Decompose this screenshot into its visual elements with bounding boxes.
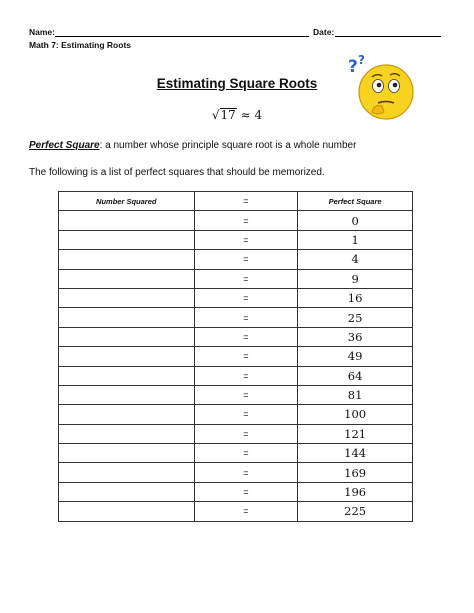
equals-cell: = [194,308,298,327]
number-squared-cell[interactable] [59,424,195,443]
svg-text:?: ? [358,53,365,67]
name-field[interactable] [55,36,309,37]
number-squared-cell[interactable] [59,327,195,346]
perfect-square-cell: 0 [298,211,413,230]
number-squared-cell[interactable] [59,405,195,424]
definition-term: Perfect Square [29,140,100,151]
perfect-square-cell: 121 [298,424,413,443]
number-squared-cell[interactable] [59,347,195,366]
worksheet-subtitle: Math 7: Estimating Roots [29,40,132,50]
number-squared-cell[interactable] [59,230,195,249]
number-squared-cell[interactable] [59,463,195,482]
perfect-square-cell: 16 [298,288,413,307]
header-number-squared: Number Squared [59,192,195,211]
table-row [59,502,413,521]
perfect-square-cell: 9 [298,269,413,288]
perfect-square-cell: 1 [298,230,413,249]
equals-cell: = [194,366,298,385]
table-row [59,269,413,288]
thinking-face-icon [344,50,414,122]
table-row [59,250,413,269]
table-row [59,288,413,307]
perfect-square-cell: 64 [298,366,413,385]
number-squared-cell[interactable] [59,269,195,288]
equals-cell: = [194,211,298,230]
number-squared-cell[interactable] [59,211,195,230]
number-squared-cell[interactable] [59,482,195,501]
approx-result: 4 [254,108,263,122]
table-row [59,347,413,366]
equals-cell: = [194,250,298,269]
perfect-square-cell: 225 [298,502,413,521]
number-squared-cell[interactable] [59,308,195,327]
table-row [59,444,413,463]
date-label: Date: [313,27,335,37]
table-row [59,366,413,385]
table-row [59,327,413,346]
number-squared-cell[interactable] [59,250,195,269]
table-row [59,463,413,482]
perfect-square-cell: 4 [298,250,413,269]
table-row [59,230,413,249]
perfect-square-cell: 100 [298,405,413,424]
perfect-square-cell: 49 [298,347,413,366]
table-row [59,482,413,501]
perfect-square-cell: 144 [298,444,413,463]
number-squared-cell[interactable] [59,385,195,404]
number-squared-cell[interactable] [59,366,195,385]
table-row [59,405,413,424]
table-row [59,385,413,404]
equals-cell: = [194,347,298,366]
definition-text: : a number whose principle square root is a whole number [99,140,357,151]
page-title: Estimating Square Roots [156,76,318,91]
equals-cell: = [194,444,298,463]
table-row [59,308,413,327]
name-label: Name: [29,27,55,37]
equals-cell: = [194,230,298,249]
equals-cell: = [194,502,298,521]
perfect-square-cell: 169 [298,463,413,482]
intro-text: The following is a list of perfect squares that should be memorized. [29,167,325,178]
equals-cell: = [194,385,298,404]
equals-cell: = [194,269,298,288]
radical-sign: √ [211,108,220,122]
header-perfect-square: Perfect Square [298,192,413,211]
perfect-square-cell: 36 [298,327,413,346]
header-equals: = [194,192,298,211]
table-row [59,211,413,230]
perfect-square-cell: 81 [298,385,413,404]
radicand: 17 [220,108,236,122]
table-row [59,424,413,443]
perfect-squares-table [58,191,413,522]
equals-cell: = [194,327,298,346]
equals-cell: = [194,288,298,307]
equals-cell: = [194,405,298,424]
equals-cell: = [194,482,298,501]
number-squared-cell[interactable] [59,444,195,463]
table-header-row [59,192,413,211]
number-squared-cell[interactable] [59,502,195,521]
equals-cell: = [194,424,298,443]
perfect-square-cell: 196 [298,482,413,501]
date-field[interactable] [335,36,441,37]
perfect-square-cell: 25 [298,308,413,327]
svg-text:?: ? [348,57,358,77]
perfect-square-definition [29,140,356,151]
number-squared-cell[interactable] [59,288,195,307]
equals-cell: = [194,463,298,482]
approx-symbol: ≈ [240,108,251,122]
